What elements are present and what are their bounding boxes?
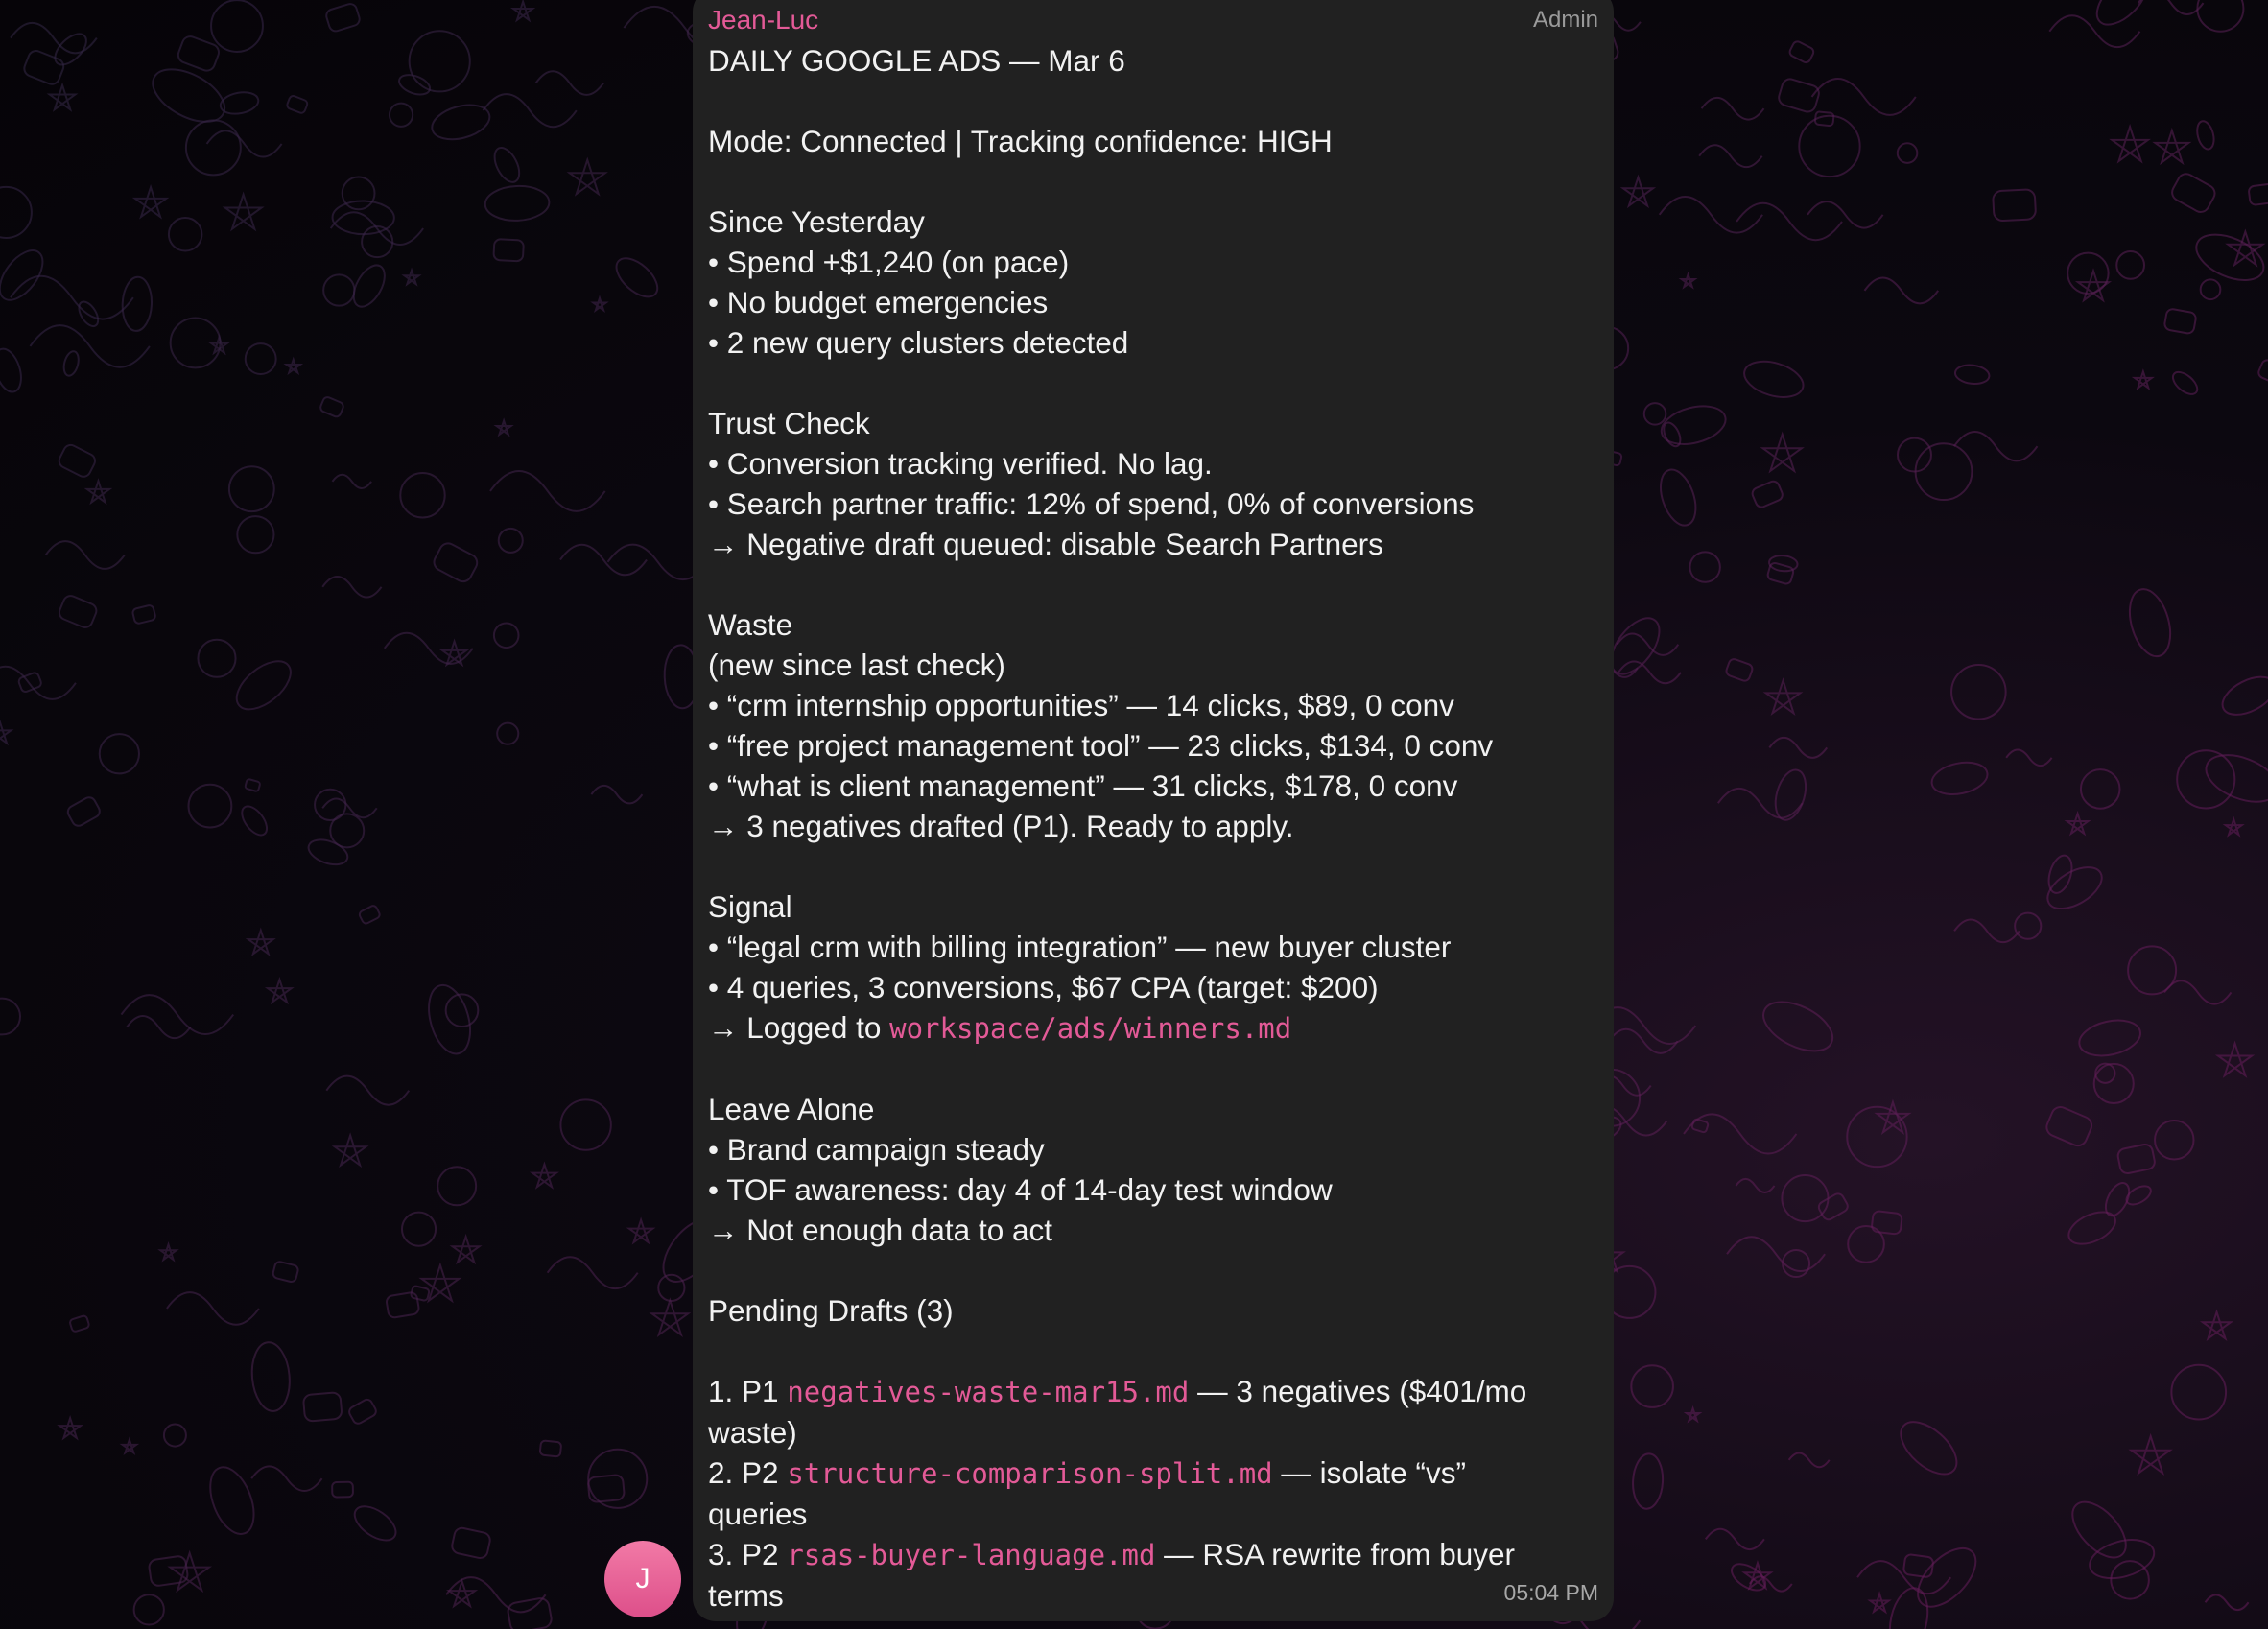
- doodle-shape: [1736, 203, 1842, 240]
- message-header: [708, 2, 1598, 36]
- doodle-shape: [1718, 789, 1803, 818]
- doodle-shape: [323, 274, 354, 305]
- draft-description: — RSA rewrite from buyer: [1155, 1537, 1516, 1571]
- doodle-shape: [2171, 1365, 2226, 1420]
- doodle-shape: [0, 999, 20, 1035]
- list-item: [708, 1007, 1598, 1049]
- doodle-shape: [1907, 1538, 1986, 1617]
- doodle-shape: [2116, 251, 2144, 279]
- doodle-shape: [2256, 359, 2268, 387]
- doodle-shape: [2112, 127, 2148, 161]
- doodle-shape: [1954, 364, 1991, 386]
- doodle-shape: [59, 1418, 81, 1438]
- doodle-shape: [540, 1440, 562, 1456]
- message-title: DAILY GOOGLE ADS — Mar 6: [708, 43, 1125, 78]
- doodle-shape: [1736, 1179, 1774, 1192]
- doodle-shape: [2163, 308, 2196, 334]
- doodle-shape: [451, 1526, 491, 1559]
- doodle-shape: [651, 1300, 688, 1334]
- list-item: • No budget emergencies: [708, 285, 1049, 319]
- doodle-shape: [489, 144, 524, 186]
- doodle-shape: [245, 779, 260, 792]
- pending-draft-item: [708, 1534, 1598, 1575]
- doodle-shape: [2015, 913, 2041, 939]
- doodle-shape: [442, 642, 466, 665]
- doodle-shape: [2111, 1561, 2149, 1599]
- doodle-shape: [2101, 1179, 2134, 1219]
- doodle-shape: [1993, 189, 2036, 221]
- doodle-shape: [1789, 1452, 1830, 1467]
- doodle-shape: [1763, 435, 1802, 471]
- doodle-shape: [170, 1553, 209, 1591]
- doodle-shape: [2135, 371, 2152, 388]
- message-timestamp: 05:04 PM: [1503, 1580, 1598, 1605]
- doodle-shape: [1660, 197, 1762, 233]
- doodle-shape: [132, 604, 156, 625]
- doodle-shape: [507, 1597, 553, 1629]
- doodle-shape: [1929, 758, 1991, 799]
- doodle-shape: [2248, 183, 2268, 205]
- doodle-shape: [2177, 750, 2234, 808]
- doodle-shape: [629, 1220, 653, 1242]
- doodle-shape: [358, 905, 381, 925]
- doodle-shape: [404, 271, 418, 284]
- doodle-shape: [349, 1499, 402, 1546]
- mode-line: Mode: Connected | Tracking confidence: HIGH: [708, 124, 1333, 158]
- doodle-shape: [1951, 665, 2006, 720]
- draft-description-continued: waste): [708, 1415, 797, 1450]
- list-item: • “crm internship opportunities” — 14 clicks, $89, 0 conv: [708, 688, 1454, 722]
- doodle-shape: [1751, 480, 1784, 509]
- doodle-shape: [0, 187, 32, 238]
- doodle-shape: [160, 1244, 176, 1260]
- draft-file-link[interactable]: rsas-buyer-language.md: [787, 1539, 1156, 1571]
- doodle-shape: [1898, 438, 1931, 472]
- doodle-shape: [1898, 143, 1918, 163]
- doodle-shape: [431, 540, 480, 584]
- doodle-shape: [121, 995, 233, 1034]
- section-heading-signal: Signal: [708, 889, 792, 924]
- draft-priority: 3. P2: [708, 1537, 788, 1571]
- doodle-shape: [148, 1555, 188, 1587]
- doodle-shape: [229, 466, 274, 511]
- doodle-shape: [2044, 1104, 2094, 1148]
- doodle-shape: [343, 177, 375, 209]
- doodle-shape: [2064, 1206, 2120, 1251]
- doodle-shape: [0, 345, 26, 395]
- doodle-shape: [1848, 1226, 1884, 1263]
- doodle-shape: [121, 276, 153, 331]
- sender-name[interactable]: Jean-Luc: [708, 5, 819, 35]
- doodle-shape: [1807, 201, 1883, 228]
- doodle-shape: [1617, 633, 1678, 654]
- draft-priority: 2. P2: [708, 1455, 788, 1490]
- doodle-shape: [400, 473, 444, 517]
- doodle-shape: [499, 529, 523, 553]
- doodle-shape: [1623, 177, 1653, 206]
- doodle-shape: [335, 1135, 366, 1165]
- doodle-shape: [560, 545, 647, 576]
- list-item: • 2 new query clusters detected: [708, 325, 1129, 360]
- section-heading-pending-drafts: Pending Drafts (3): [708, 1293, 954, 1328]
- doodle-shape: [164, 1425, 186, 1447]
- doodle-shape: [2123, 584, 2178, 661]
- doodle-shape: [1654, 465, 1702, 531]
- doodle-shape: [1756, 992, 1840, 1061]
- doodle-shape: [497, 723, 518, 744]
- doodle-shape: [1788, 40, 1815, 64]
- doodle-shape: [1725, 658, 1754, 683]
- doodle-shape: [560, 1099, 610, 1149]
- doodle-shape: [61, 350, 81, 378]
- doodle-shape: [1644, 403, 1666, 425]
- message-text: [708, 40, 1598, 1616]
- list-item: • Brand campaign steady: [708, 1132, 1045, 1167]
- doodle-shape: [58, 594, 99, 630]
- doodle-shape: [305, 836, 351, 870]
- pending-draft-item: [708, 1371, 1598, 1412]
- doodle-shape: [0, 667, 76, 699]
- doodle-shape: [484, 185, 550, 223]
- doodle-shape: [228, 652, 299, 719]
- doodle-shape: [0, 722, 11, 744]
- doodle-shape: [1699, 145, 1762, 167]
- list-item: • “what is client management” — 31 clicks, $178, 0 conv: [708, 768, 1458, 803]
- doodle-shape: [453, 1237, 480, 1263]
- list-item: • 4 queries, 3 conversions, $67 CPA (target: $200): [708, 970, 1379, 1004]
- doodle-shape: [207, 130, 282, 156]
- message-bubble[interactable]: [693, 0, 1614, 1621]
- doodle-shape: [362, 226, 392, 257]
- doodle-shape: [2078, 271, 2109, 300]
- doodle-shape: [167, 1292, 259, 1325]
- doodle-shape: [87, 481, 109, 502]
- doodle-shape: [593, 298, 605, 311]
- doodle-shape: [1706, 1529, 1764, 1549]
- doodle-shape: [1766, 562, 1794, 585]
- doodle-shape: [30, 325, 150, 367]
- doodle-shape: [2169, 171, 2218, 215]
- doodle-shape: [123, 1440, 136, 1453]
- draft-description: — 3 negatives ($401/mo: [1189, 1374, 1527, 1408]
- list-item: → Negative draft queued: disable Search Partners: [708, 527, 1383, 561]
- doodle-shape: [2067, 814, 2089, 834]
- doodle-shape: [186, 120, 241, 175]
- doodle-shape: [2226, 819, 2242, 835]
- doodle-shape: [536, 71, 604, 95]
- doodle-shape: [1892, 1412, 1966, 1484]
- doodle-shape: [2194, 119, 2216, 151]
- section-heading-since-yesterday: Since Yesterday: [708, 204, 925, 239]
- section-subheading-waste: (new since last check): [708, 648, 1005, 682]
- list-item: • Search partner traffic: 12% of spend, 0% of conversions: [708, 486, 1475, 521]
- doodle-shape: [319, 396, 344, 418]
- doodle-shape: [2228, 232, 2262, 265]
- doodle-shape: [2006, 749, 2051, 766]
- doodle-shape: [428, 99, 493, 145]
- doodle-shape: [347, 1398, 378, 1426]
- doodle-shape: [65, 795, 102, 828]
- doodle-shape: [246, 343, 276, 374]
- list-item: • TOF awareness: day 4 of 14-day test window: [708, 1172, 1333, 1207]
- doodle-shape: [1687, 1408, 1700, 1421]
- doodle-shape: [570, 160, 605, 194]
- doodle-shape: [497, 420, 511, 434]
- doodle-shape: [494, 623, 519, 648]
- doodle-shape: [513, 2, 532, 20]
- doodle-shape: [1870, 1594, 1888, 1611]
- doodle-shape: [1632, 1453, 1665, 1510]
- doodle-shape: [248, 931, 273, 955]
- doodle-shape: [286, 360, 300, 373]
- doodle-shape: [2086, 1533, 2159, 1585]
- doodle-shape: [286, 95, 308, 114]
- doodle-shape: [2206, 1594, 2249, 1610]
- doodle-shape: [249, 1341, 293, 1413]
- doodle-shape: [1609, 1029, 1678, 1053]
- doodle-shape: [46, 541, 125, 569]
- doodle-shape: [50, 85, 76, 109]
- doodle-shape: [1631, 1365, 1673, 1407]
- doodle-shape: [69, 1315, 90, 1333]
- doodle-shape: [2218, 1044, 2252, 1076]
- doodle-shape: [1871, 1211, 1902, 1235]
- doodle-shape: [211, 0, 263, 52]
- doodle-shape: [0, 243, 51, 307]
- doodle-shape: [237, 516, 273, 553]
- doodle-shape: [1916, 443, 1973, 500]
- doodle-shape: [1744, 1563, 1770, 1588]
- list-item: → Not enough data to act: [708, 1213, 1052, 1247]
- doodle-shape: [134, 1594, 164, 1624]
- doodle-shape: [189, 785, 232, 828]
- doodle-shape: [135, 187, 166, 217]
- list-item: • “legal crm with billing integration” — new buyer cluster: [708, 930, 1452, 964]
- doodle-shape: [2138, 0, 2204, 14]
- doodle-shape: [548, 1257, 638, 1288]
- doodle-shape: [1903, 1554, 1934, 1578]
- section-heading-waste: Waste: [708, 607, 793, 642]
- doodle-shape: [201, 1461, 262, 1540]
- doodle-shape: [272, 1261, 299, 1283]
- pending-draft-item: [708, 1452, 1598, 1494]
- winners-file-link[interactable]: workspace/ads/winners.md: [889, 1012, 1292, 1045]
- doodle-shape: [332, 1482, 353, 1498]
- doodle-shape: [237, 802, 272, 839]
- doodle-shape: [1691, 1119, 1709, 1133]
- doodle-shape: [1682, 274, 1695, 287]
- draft-priority: 1. P1: [708, 1374, 788, 1408]
- logged-prefix: → Logged to: [708, 1010, 890, 1045]
- doodle-shape: [2216, 670, 2268, 722]
- doodle-shape: [22, 49, 66, 87]
- doodle-shape: [493, 239, 524, 261]
- draft-description-continued: terms: [708, 1578, 784, 1613]
- doodle-shape: [2128, 946, 2176, 994]
- doodle-shape: [1769, 738, 1827, 758]
- doodle-shape: [609, 251, 664, 304]
- doodle-shape: [390, 104, 413, 127]
- doodle-shape: [2155, 130, 2188, 162]
- doodle-shape: [198, 640, 235, 677]
- list-item: → 3 negatives drafted (P1). Ready to apply.: [708, 809, 1294, 843]
- doodle-shape: [1740, 355, 1807, 403]
- list-item: • “free project management tool” — 23 clicks, $134, 0 conv: [708, 728, 1494, 763]
- doodle-shape: [1777, 77, 1821, 113]
- draft-file-link[interactable]: structure-comparison-split.md: [787, 1457, 1273, 1490]
- doodle-shape: [2155, 1121, 2193, 1159]
- doodle-shape: [11, 276, 133, 319]
- doodle-shape: [2076, 1015, 2144, 1061]
- doodle-shape: [2063, 1493, 2136, 1567]
- doodle-shape: [1954, 919, 2020, 942]
- doodle-shape: [1783, 1250, 1809, 1277]
- doodle-shape: [437, 1167, 476, 1205]
- section-heading-trust-check: Trust Check: [708, 406, 870, 440]
- doodle-shape: [1702, 98, 1764, 120]
- doodle-shape: [2189, 225, 2268, 290]
- doodle-shape: [1864, 277, 1938, 303]
- doodle-shape: [490, 471, 605, 511]
- doodle-shape: [303, 1392, 343, 1422]
- doodle-shape: [421, 1265, 459, 1301]
- doodle-shape: [1812, 79, 1916, 115]
- avatar[interactable]: J: [604, 1541, 681, 1617]
- doodle-shape: [591, 786, 642, 804]
- doodle-shape: [2197, 0, 2243, 32]
- doodle-shape: [2203, 1312, 2231, 1339]
- doodle-shape: [532, 1165, 556, 1188]
- list-item: • Spend +$1,240 (on pace): [708, 245, 1070, 279]
- doodle-shape: [219, 89, 260, 116]
- doodle-shape: [2201, 279, 2221, 299]
- doodle-shape: [2116, 1144, 2156, 1175]
- doodle-shape: [268, 980, 292, 1003]
- doodle-shape: [658, 1275, 684, 1301]
- doodle-shape: [2049, 15, 2139, 47]
- doodle-shape: [322, 577, 381, 597]
- doodle-shape: [2081, 769, 2120, 809]
- doodle-shape: [251, 1466, 321, 1491]
- doodle-shape: [1817, 1192, 1850, 1221]
- doodle-shape: [402, 1213, 436, 1246]
- doodle-shape: [410, 31, 470, 91]
- doodle-shape: [324, 2, 361, 33]
- doodle-shape: [331, 212, 423, 245]
- doodle-shape: [1766, 680, 1801, 713]
- doodle-shape: [225, 195, 262, 229]
- doodle-shape: [587, 1475, 625, 1502]
- admin-badge: Admin: [1532, 7, 1598, 33]
- doodle-shape: [326, 1076, 409, 1105]
- doodle-shape: [2164, 980, 2232, 1003]
- doodle-shape: [1847, 1107, 1906, 1167]
- doodle-shape: [449, 1581, 475, 1606]
- doodle-shape: [1689, 552, 1719, 581]
- doodle-shape: [484, 94, 577, 127]
- doodle-shape: [2169, 368, 2201, 399]
- doodle-shape: [2089, 0, 2155, 34]
- doodle-shape: [396, 71, 432, 98]
- doodle-shape: [386, 1291, 419, 1318]
- doodle-shape: [100, 734, 139, 773]
- doodle-shape: [2132, 1436, 2170, 1473]
- doodle-shape: [332, 475, 371, 488]
- draft-description-continued: queries: [708, 1497, 808, 1531]
- draft-file-link[interactable]: negatives-waste-mar15.md: [787, 1376, 1190, 1408]
- doodle-shape: [57, 442, 97, 479]
- draft-description: — isolate “vs”: [1272, 1455, 1466, 1490]
- section-heading-leave-alone: Leave Alone: [708, 1092, 875, 1126]
- list-item: • Conversion tracking verified. No lag.: [708, 446, 1213, 481]
- doodle-shape: [169, 218, 201, 250]
